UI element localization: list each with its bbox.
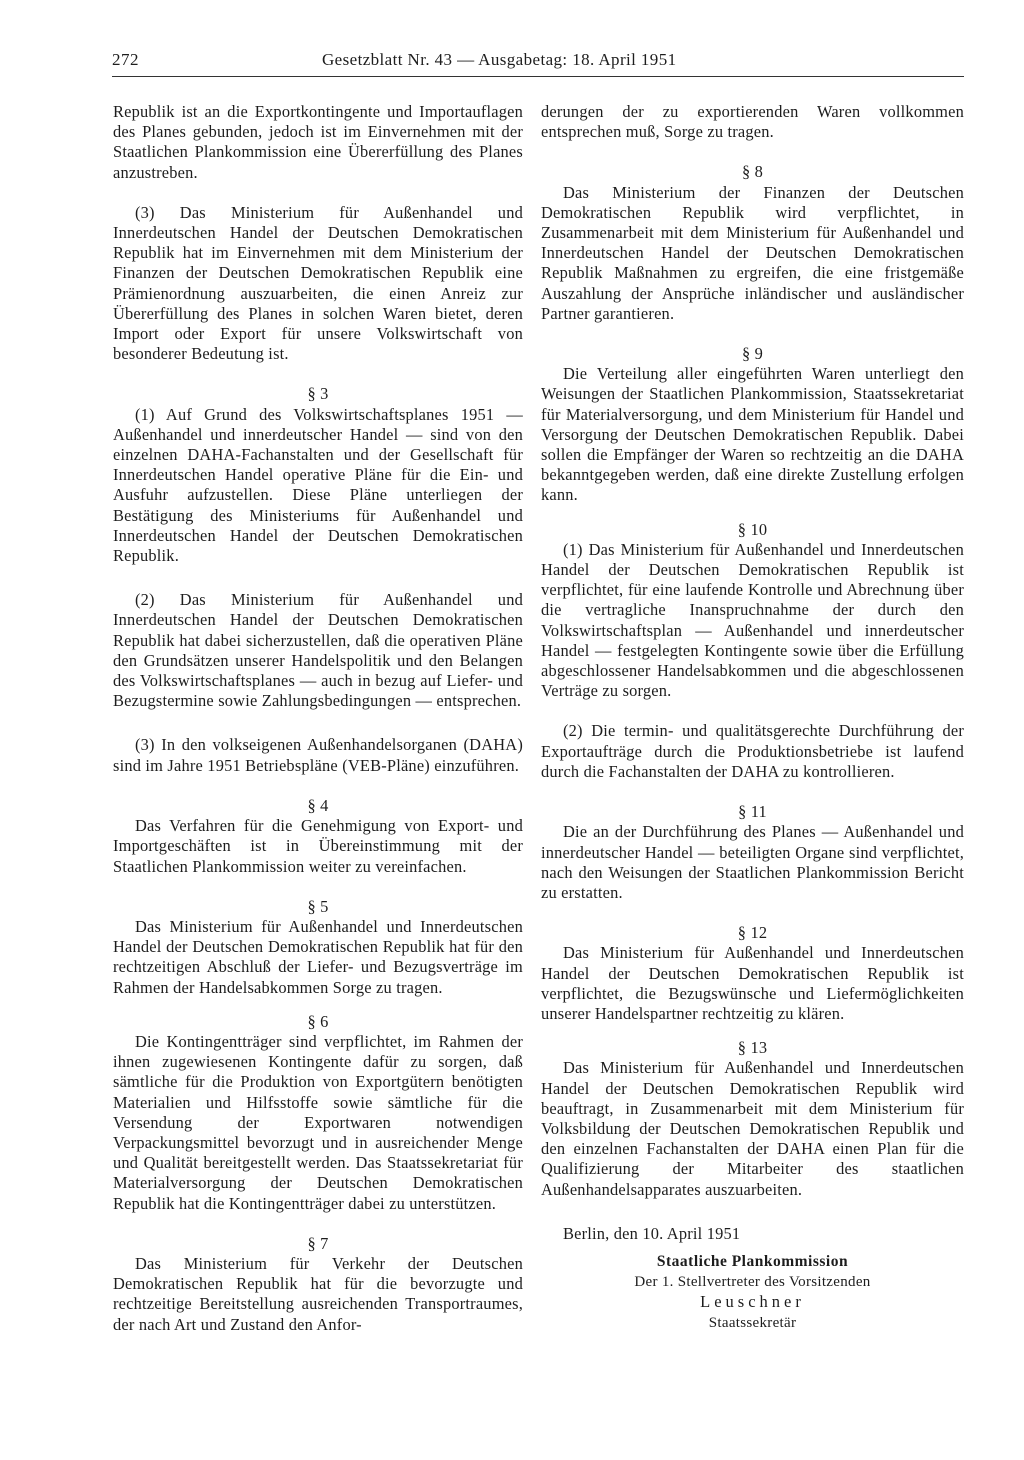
paragraph-s7: Das Ministerium für Verkehr der Deutschen Demokratischen Republik hat für die bevorzugte und rechtzeitige Bereitstellung ausreichenden Transportraumes, der nach Art und Zustand den Anfor- [113,1253,523,1334]
section-heading-8: § 8 [741,162,764,182]
section-heading-6: § 6 [307,1011,329,1031]
paragraph-s3-3: (3) In den volkseigenen Außenhandelsorganen (DAHA) sind im Jahre 1951 Betriebspläne (VEB-Pläne) einzuführen. [113,735,523,775]
date-line: Berlin, den 10. April 1951 [563,1223,741,1243]
paragraph-continued: Republik ist an die Exportkontingente und Importauflagen des Planes gebunden, jedoch ist im Einvernehmen mit der Staatlichen Plankommission eine Übererfüllung des Planes anzustreben. [113,102,523,182]
paragraph-s2-3: (3) Das Ministerium für Außenhandel und Innerdeutschen Handel der Deutschen Demokratischen Republik hat im Einvernehmen mit dem Ministerium der Finanzen der Deutschen Demokratischen Republik eine Prämienordnung auszuarbeiten, die einen Anreiz zur Übererfüllung des Planes in solchen Waren bietet, deren Import oder Export für unsere Volkswirtschaft von besonderer Bedeutung ist. [113,202,523,364]
paragraph-s12: Das Ministerium für Außenhandel und Innerdeutschen Handel der Deutschen Demokratischen Republik ist verpflichtet, die Bezugswünsche und Liefermöglichkeiten unserer Handelspartner rechtzeitig zu klären. [541,943,964,1023]
paragraph-s11: Die an der Durchführung des Planes — Außenhandel und innerdeutscher Handel — beteiligten Organe sind verpflichtet, nach den Weisungen der Staatlichen Plankommission Bericht zu erstatten. [541,822,964,902]
section-heading-4: § 4 [307,795,329,815]
paragraph-s10-1: (1) Das Ministerium für Außenhandel und Innerdeutschen Handel der Deutschen Demokratischen Republik ist verpflichtet, für eine laufende Kontrolle und Abrechnung über die vertragliche Inanspruchnahme der durch den Volkswirtschaftsplan — Außenhandel und innerdeutscher Handel — festgelegten Kontingente sowie über die Erfüllung abgeschlossener Handelsabkommen und die abgeschlossenen Verträge zu sorgen. [541,539,964,701]
paragraph-s3-2: (2) Das Ministerium für Außenhandel und Innerdeutschen Handel der Deutschen Demokratischen Republik hat dabei sicherzustellen, daß die operativen Pläne den Grundsätzen unserer Handelspolitik und den Belangen des Volkswirtschaftsplanes — auch in bezug auf Liefer- und Bezugstermine sowie Zahlungsbedingungen — entsprechen. [113,590,523,711]
paragraph-s4: Das Verfahren für die Genehmigung von Export- und Importgeschäften ist in Übereinstimmung mit der Staatlichen Plankommission weiter zu vereinfachen. [113,816,523,876]
paragraph-s3-1: (1) Auf Grund des Volkswirtschaftsplanes 1951 — Außenhandel und innerdeutscher Handel — sind von den einzelnen DAHA-Fachanstalten und der Gesellschaft für Innerdeutschen Handel operative Pläne für die Ein- und Ausfuhr aufzustellen. Diese Pläne unterliegen der Bestätigung des Ministeriums für Außenhandel und Innerdeutschen Handel der Deutschen Demokratischen Republik. [113,404,523,566]
signature-block [541,1252,964,1333]
page-number: 272 [112,50,139,69]
right-column [541,102,964,1333]
section-heading-3: § 3 [307,384,329,404]
paragraph-s8: Das Ministerium der Finanzen der Deutschen Demokratischen Republik wird verpflichtet, in Zusammenarbeit mit dem Ministerium für Außenhandel und Innerdeutschen Handel der Deutschen Demokratischen Republik Maßnahmen zu ergreifen, die eine fristgemäße Auszahlung der Ansprüche inländischer und ausländischer Partner garantieren. [541,182,964,323]
section-heading-7: § 7 [307,1233,329,1253]
section-heading-13: § 13 [737,1038,768,1058]
paragraph-continued-right: derungen der zu exportierenden Waren vollkommen entsprechen muß, Sorge zu tragen. [541,102,964,142]
section-heading-9: § 9 [741,344,764,364]
section-heading-10: § 10 [737,519,768,539]
signature-role: Der 1. Stellvertreter des Vorsitzenden [634,1274,871,1291]
paragraph-s13: Das Ministerium für Außenhandel und Innerdeutschen Handel der Deutschen Demokratischen Republik wird beauftragt, in Zusammenarbeit mit dem Ministerium für Volksbildung der Deutschen Demokratischen Republik und den einzelnen Fachanstalten der DAHA einen Plan für die Qualifizierung der Mitarbeiter des staatlichen Außenhandelsapparates auszuarbeiten. [541,1058,964,1199]
paragraph-s5: Das Ministerium für Außenhandel und Innerdeutschen Handel der Deutschen Demokratischen Republik hat für den rechtzeitigen Abschluß der Liefer- und Bezugsverträge im Rahmen der Handelsabkommen Sorge zu tragen. [113,916,523,997]
page-header [112,50,964,77]
paragraph-s10-2: (2) Die termin- und qualitätsgerechte Durchführung der Exportaufträge durch die Produktionsbetriebe ist laufend durch die Fachanstalten der DAHA zu kontrollieren. [541,721,964,781]
paragraph-s6: Die Kontingentträger sind verpflichtet, im Rahmen der ihnen zugewiesenen Kontingente dafür zu sorgen, daß sämtliche für die Produktion von Exportgütern benötigten Materialien und Hilfsstoffe sowie sämtliche für die Versendung der Exportwaren notwendigen Verpackungsmittel bevorzugt und in ausreichender Menge und Qualität bereitgestellt werden. Das Staatssekretariat für Materialversorgung der Deutschen Demokratischen Republik hat die Kontingentträger dabei zu unterstützen. [113,1031,523,1213]
signature-authority: Staatliche Plankommission [656,1252,849,1270]
signature-name: Leuschner [700,1292,805,1312]
header-title: Gesetzblatt Nr. 43 — Ausgabetag: 18. April 1951 [322,50,677,69]
section-heading-11: § 11 [738,802,767,822]
section-heading-5: § 5 [307,896,329,916]
paragraph-s9: Die Verteilung aller eingeführten Waren unterliegt den Weisungen der Staatlichen Plankommission, Staatssekretariat für Materialversorgung, und dem Ministerium für Handel und Versorgung der Deutschen Demokratischen Republik. Dabei sollen die Empfänger der Waren so rechtzeitig an die DAHA bekanntgegeben werden, daß eine direkte Zustellung erfolgen kann. [541,364,964,505]
signature-title: Staatssekretär [708,1314,797,1331]
left-column [113,102,523,1335]
section-heading-12: § 12 [737,923,768,943]
